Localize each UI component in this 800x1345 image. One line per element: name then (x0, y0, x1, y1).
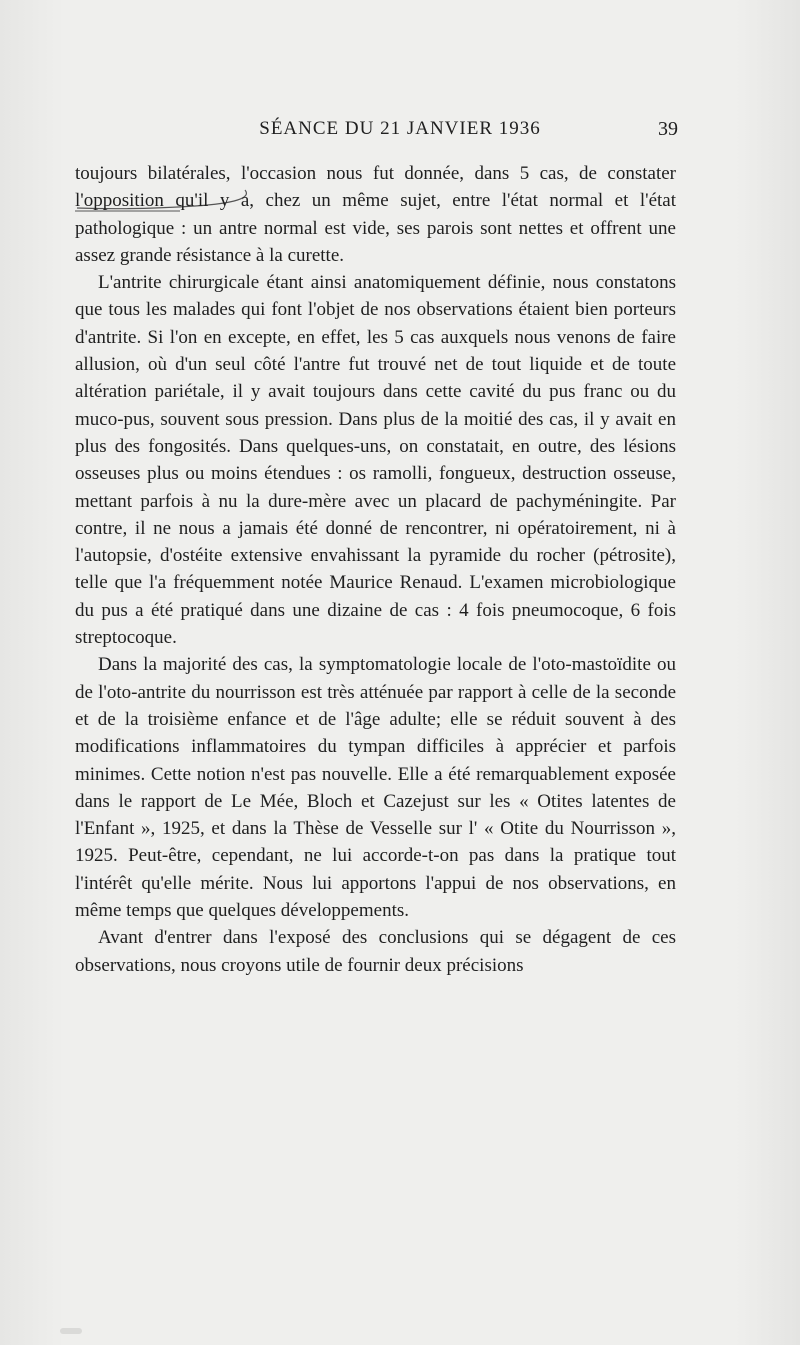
paragraph: L'antrite chirurgicale étant ainsi anatomiquement définie, nous constatons que tous les malades qui font l'objet de nos observations étaient bien porteurs d'antrite. Si l'on en excepte, en effet, les 5 cas auxquels nous venons de faire allusion, où d'un seul côté l'antre fut trouvé net de tout liquide et de toute altération pariétale, il y avait toujours dans cette cavité du pus franc ou du muco-pus, souvent sous pression. Dans plus de la moitié des cas, il y avait en plus des fongosités. Dans quelques-uns, on constatait, en outre, des lésions osseuses plus ou moins étendues : os ramolli, fongueux, destruction osseuse, mettant parfois à nu la dure-mère avec un placard de pachyméningite. Par contre, il ne nous a jamais été donné de rencontrer, ni opératoirement, ni à l'autopsie, d'ostéite extensive envahissant la pyramide du rocher (pétrosite), telle que l'a fréquemment notée Maurice Renaud. L'examen microbiologique du pus a été pratiqué dans une dizaine de cas : 4 fois pneumocoque, 6 fois streptocoque. (75, 272, 676, 649)
running-title: SÉANCE DU 21 JANVIER 1936 (259, 118, 541, 139)
body-text (75, 160, 676, 979)
page-number: 39 (658, 118, 678, 140)
running-head (0, 118, 800, 148)
paragraph: Avant d'entrer dans l'exposé des conclusions qui se dégagent de ces observations, nous croyons utile de fournir deux précisions (75, 927, 676, 976)
paragraph: Dans la majorité des cas, la symptomatologie locale de l'oto-mastoïdite ou de l'oto-antrite du nourrisson est très atténuée par rapport à celle de la seconde et de la troisième enfance et de l'âge adulte; elle se réduit souvent à des modifications inflammatoires du tympan difficiles à apprécier et parfois minimes. Cette notion n'est pas nouvelle. Elle a été remarquablement exposée dans le rapport de Le Mée, Bloch et Cazejust sur les « Otites latentes de l'Enfant », 1925, et dans la Thèse de Vesselle sur l' « Otite du Nourrisson », 1925. Peut-être, cependant, ne lui accorde-t-on pas dans la pratique tout l'intérêt qu'elle mérite. Nous lui apportons l'appui de nos observations, en même temps que quelques développements. (75, 654, 676, 922)
paper-speck (60, 1328, 82, 1334)
paragraph: toujours bilatérales, l'occasion nous fut donnée, dans 5 cas, de constater l'opposition qu'il y a, chez un même sujet, entre l'état normal et l'état pathologique : un antre normal est vide, ses parois sont nettes et offrent une assez grande résistance à la curette. (75, 163, 676, 266)
